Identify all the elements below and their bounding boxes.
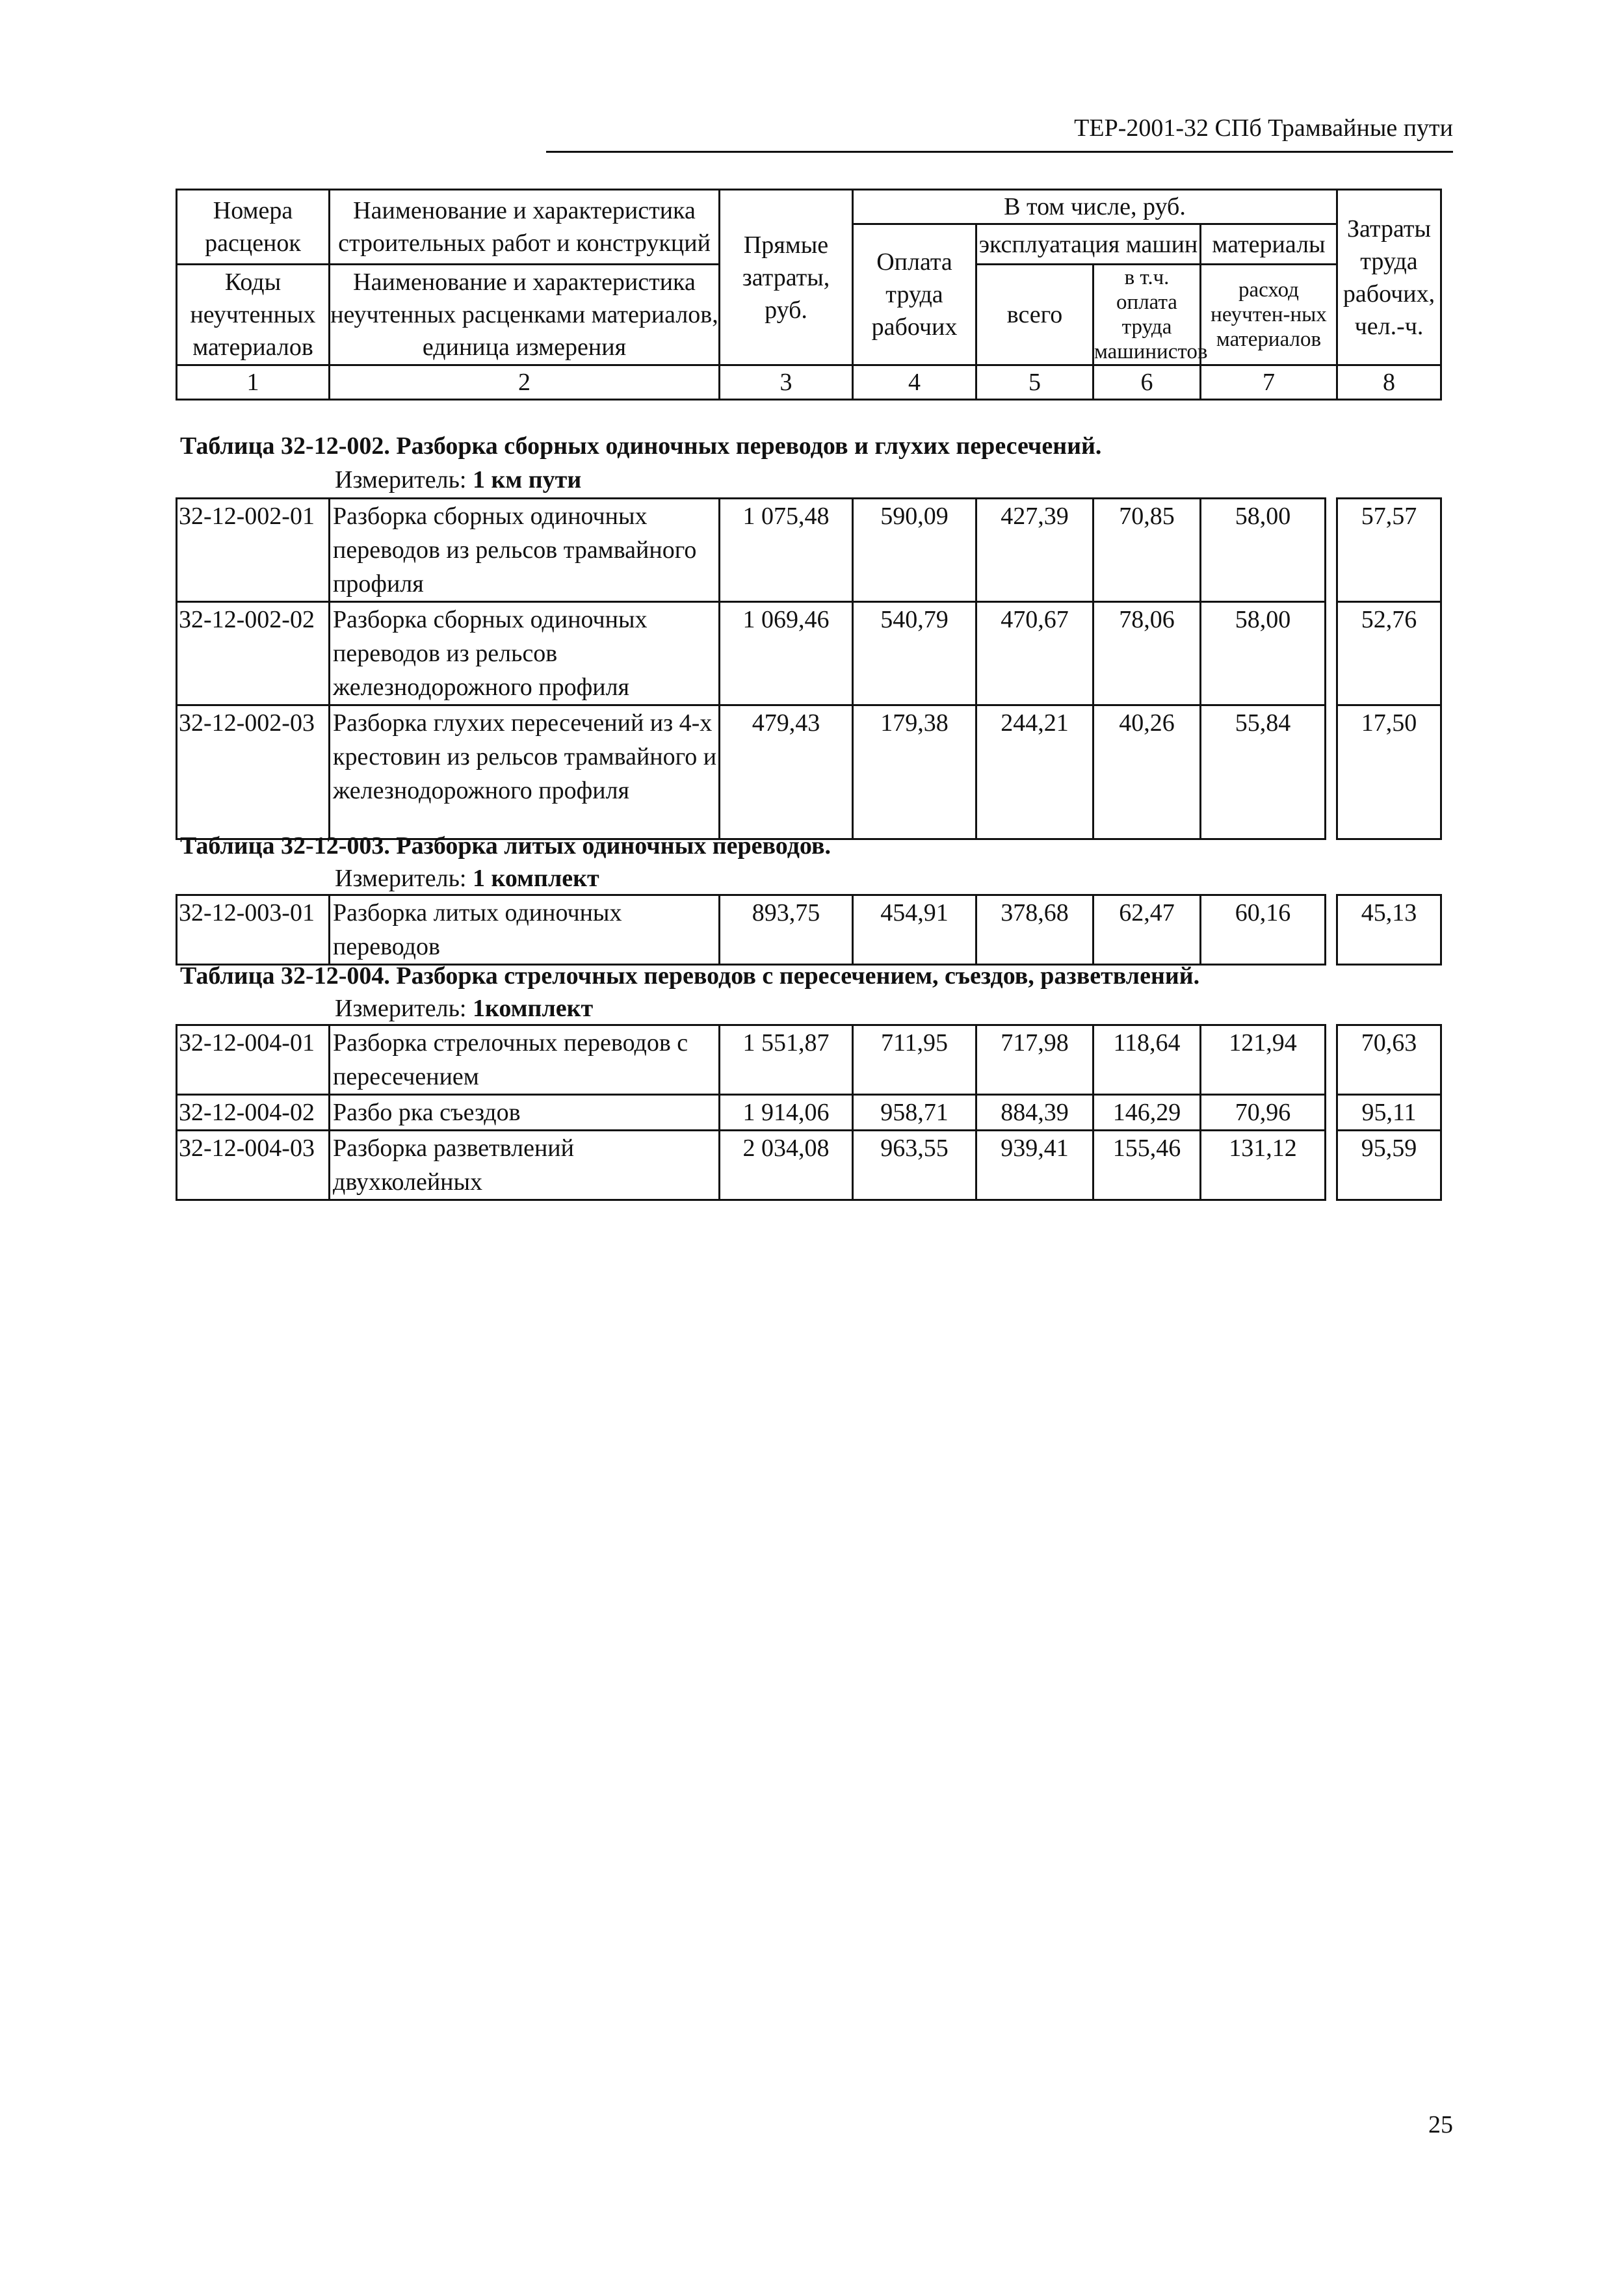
header-group: В том числе, руб. [853,190,1337,224]
header-number-1: 1 [177,365,330,400]
row-materials: 58,00 [1201,602,1326,705]
row-direct: 1 069,46 [720,602,853,705]
row-machines: 717,98 [976,1025,1094,1095]
row-direct: 893,75 [720,895,853,965]
row-direct: 479,43 [720,705,853,839]
meter-label: Измеритель: [335,865,467,892]
row-code: 32-12-004-02 [177,1095,330,1131]
row-machinists: 40,26 [1094,705,1201,839]
row-code: 32-12-004-01 [177,1025,330,1095]
header-col7: расход неучтен-ных материалов [1201,265,1337,365]
meter-value: 1комплект [473,995,594,1022]
row-direct: 1 914,06 [720,1095,853,1131]
header-number-5: 5 [976,365,1094,400]
table-row [177,1095,1441,1131]
header-rule [546,151,1453,153]
row-labor-pay: 963,55 [853,1131,976,1200]
header-col1-top: Номера расценок [177,190,330,265]
table-row [177,895,1441,965]
header-machines: эксплуатация машин [976,224,1201,265]
row-gap [1326,1025,1337,1095]
row-name: Разборка литых одиночных переводов [330,895,720,965]
page-number: 25 [1428,2111,1453,2138]
row-machines: 427,39 [976,499,1094,602]
table-002 [176,497,1442,840]
header-col2-bottom: Наименование и характеристика неучтенных расценками материалов, единица измерения [330,265,720,365]
header-col4: Оплата труда рабочих [853,224,976,365]
row-name: Разборка стрелочных переводов с пересечением [330,1025,720,1095]
row-name: Разборка глухих пересечений из 4-х крестовин из рельсов трамвайного и железнодорожного профиля [330,705,720,839]
row-labor-pay: 454,91 [853,895,976,965]
table-row [177,705,1441,839]
row-labor-hours: 17,50 [1337,705,1441,839]
meter-label: Измеритель: [335,995,467,1022]
header-col5: всего [976,265,1094,365]
row-labor-hours: 70,63 [1337,1025,1441,1095]
header-number-6: 6 [1094,365,1201,400]
row-labor-hours: 95,11 [1337,1095,1441,1131]
meter-label: Измеритель: [335,466,467,493]
header-number-2: 2 [330,365,720,400]
row-labor-hours: 57,57 [1337,499,1441,602]
row-labor-pay: 711,95 [853,1025,976,1095]
row-materials: 70,96 [1201,1095,1326,1131]
header-col2-top: Наименование и характеристика строительных работ и конструкций [330,190,720,265]
header-materials: материалы [1201,224,1337,265]
row-machinists: 146,29 [1094,1095,1201,1131]
table-003 [176,894,1442,966]
row-gap [1326,1095,1337,1131]
header-col3: Прямые затраты, руб. [720,190,853,365]
row-gap [1326,499,1337,602]
row-direct: 1 075,48 [720,499,853,602]
row-materials: 131,12 [1201,1131,1326,1200]
header-number-3: 3 [720,365,853,400]
row-materials: 58,00 [1201,499,1326,602]
row-labor-hours: 95,59 [1337,1131,1441,1200]
table-003-meter [335,861,599,895]
table-004-caption: Таблица 32-12-004. Разборка стрелочных переводов с пересечением, съездов, разветвлений. [180,962,1200,990]
row-name: Разборка сборных одиночных переводов из рельсов трамвайного профиля [330,499,720,602]
row-code: 32-12-002-01 [177,499,330,602]
row-machines: 244,21 [976,705,1094,839]
row-code: 32-12-002-03 [177,705,330,839]
header-number-7: 7 [1201,365,1337,400]
row-labor-pay: 540,79 [853,602,976,705]
table-row [177,602,1441,705]
row-labor-pay: 958,71 [853,1095,976,1131]
row-materials: 55,84 [1201,705,1326,839]
row-gap [1326,1131,1337,1200]
table-002-meter [335,463,581,497]
row-gap [1326,602,1337,705]
row-machinists: 78,06 [1094,602,1201,705]
row-direct: 2 034,08 [720,1131,853,1200]
row-machines: 884,39 [976,1095,1094,1131]
row-name: Разборка сборных одиночных переводов из рельсов железнодорожного профиля [330,602,720,705]
meter-value: 1 км пути [473,466,582,493]
row-machinists: 155,46 [1094,1131,1201,1200]
row-gap [1326,705,1337,839]
row-machinists: 118,64 [1094,1025,1201,1095]
row-machinists: 62,47 [1094,895,1201,965]
row-code: 32-12-004-03 [177,1131,330,1200]
row-machines: 378,68 [976,895,1094,965]
row-name: Разбо рка съездов [330,1095,720,1131]
header-number-8: 8 [1337,365,1441,400]
table-002-caption: Таблица 32-12-002. Разборка сборных одиночных переводов и глухих пересечений. [180,432,1102,460]
table-row [177,1131,1441,1200]
table-004-meter [335,992,593,1025]
header-number-4: 4 [853,365,976,400]
row-machinists: 70,85 [1094,499,1201,602]
row-name: Разборка разветвлений двухколейных [330,1131,720,1200]
table-row [177,1025,1441,1095]
row-direct: 1 551,87 [720,1025,853,1095]
table-row [177,499,1441,602]
header-col6: в т.ч. оплата труда машинистов [1094,265,1201,365]
row-gap [1326,895,1337,965]
table-004 [176,1024,1442,1201]
row-machines: 470,67 [976,602,1094,705]
row-materials: 121,94 [1201,1025,1326,1095]
row-labor-pay: 590,09 [853,499,976,602]
header-col8: Затраты труда рабочих, чел.-ч. [1337,190,1441,365]
column-header-table [176,189,1442,401]
row-labor-hours: 52,76 [1337,602,1441,705]
row-labor-pay: 179,38 [853,705,976,839]
table-003-caption: Таблица 32-12-003. Разборка литых одиночных переводов. [180,832,832,860]
row-materials: 60,16 [1201,895,1326,965]
header-col1-bottom: Коды неучтенных материалов [177,265,330,365]
row-code: 32-12-003-01 [177,895,330,965]
meter-value: 1 комплект [473,865,599,892]
row-code: 32-12-002-02 [177,602,330,705]
row-labor-hours: 45,13 [1337,895,1441,965]
running-head: ТЕР-2001-32 СПб Трамвайные пути [1074,114,1453,142]
row-machines: 939,41 [976,1131,1094,1200]
